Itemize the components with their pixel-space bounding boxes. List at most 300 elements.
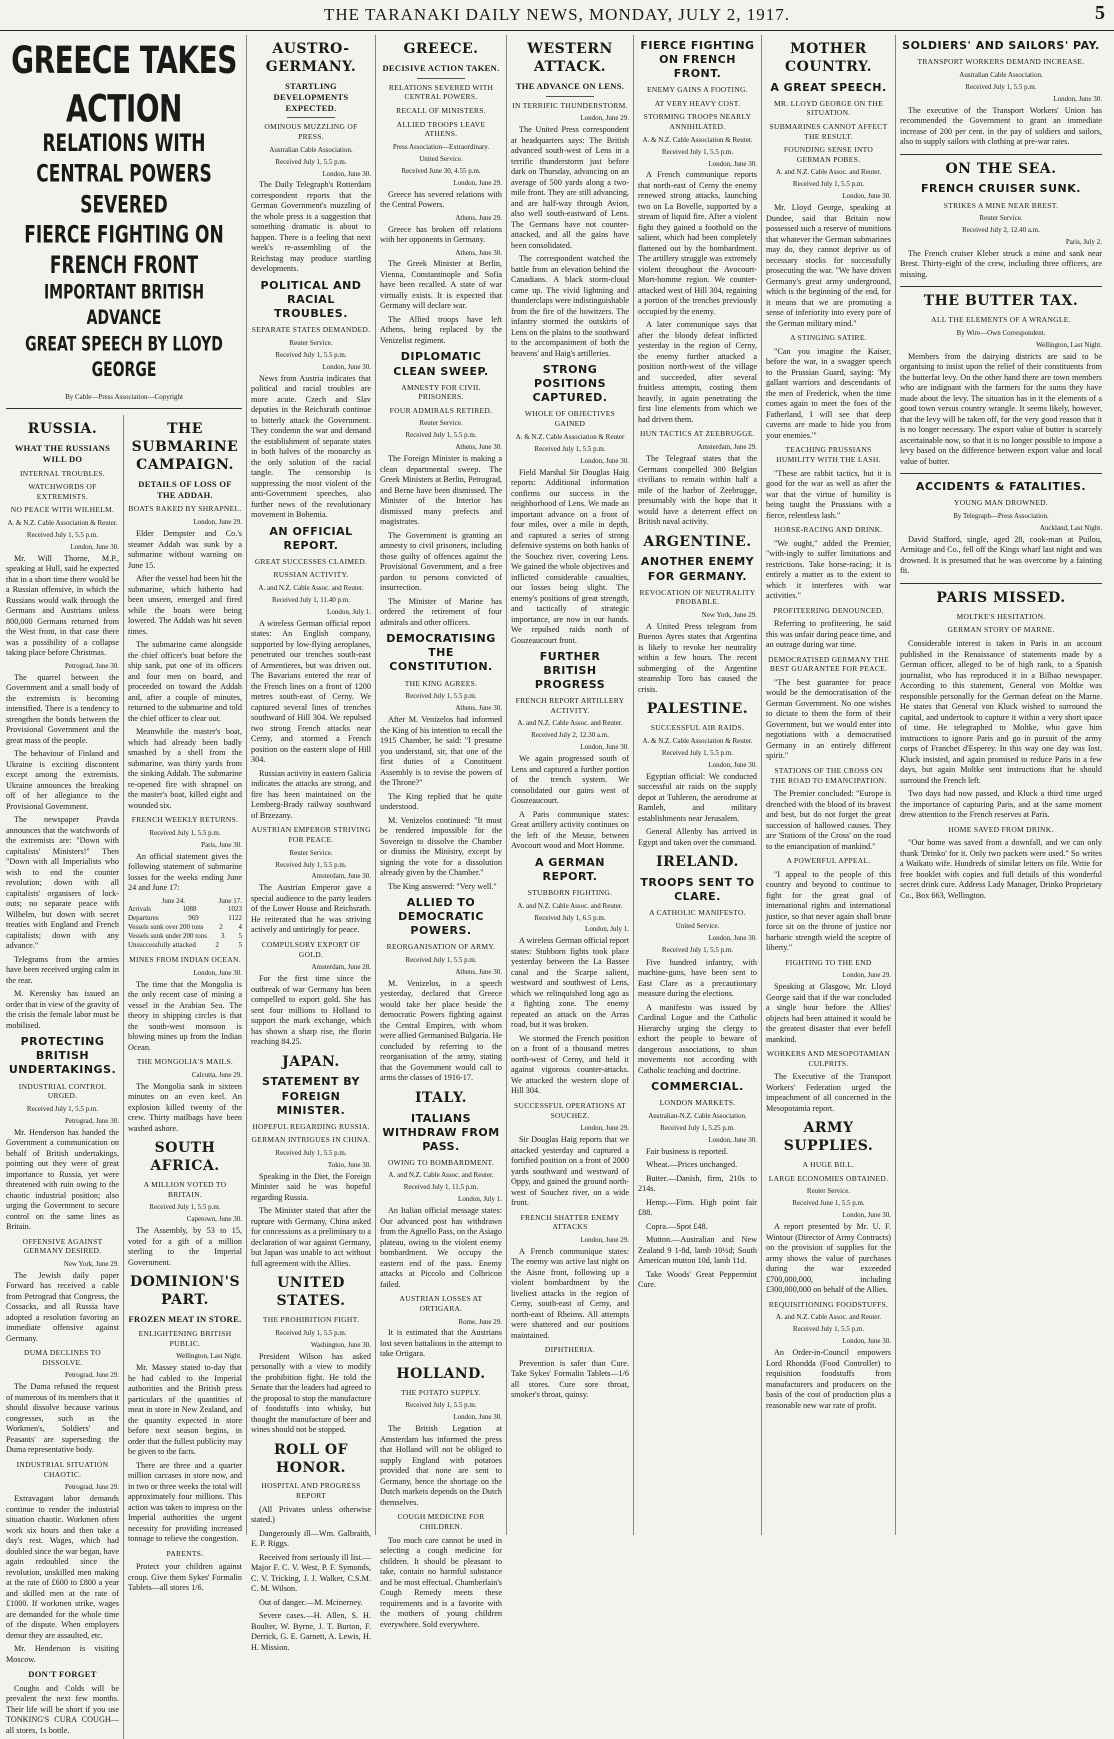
paragraph: A French communique reports that north-east of Cerny the enemy renewed strong attacks, launching two on La Bovelle, supported by a stream of liquid fire. After a violent fight they gained a foothold on the salient, which had been completely flattened out by the bombardment. The artillery struggle was extremely violent throughout the Avocourt-Mort-homme region. We counter-attacked west of Hill 304, regaining a portion of the trenches previously occupied by the enemy. xyxy=(638,170,757,316)
headline-fierce-fighting: FIERCE FIGHTING ON FRENCH FRONT xyxy=(24,221,224,280)
paragraph: The Government is granting an amnesty to civil prisoners, including those guilty of offences against the Provisional Government, and a free pardon to persons convicted of insurrection. xyxy=(380,530,502,593)
deck: FIGHTING TO THE END xyxy=(785,957,872,967)
paragraph: A wireless German official report states: An English company, supported by low-flying aeroplanes, penetrated our trenches south-east of Armentieres, but was driven out. The Bavarians entered the rear of the French lines on a front of 1200 metres south-east of Cerny. We captured several lines of trenches southward of Hill 304. We repulsed two strong French attacks near Cerny, and stormed a French position on the eastern slope of Hill 304. xyxy=(251,618,371,765)
paragraph: (All Privates unless otherwise stated.) xyxy=(251,1504,371,1525)
dateline: London, June 30. xyxy=(322,362,371,371)
deck: REORGANISATION OF ARMY. xyxy=(386,942,496,952)
paragraph: The King answered: "Very well." xyxy=(388,881,497,891)
section-title: ON THE SEA. xyxy=(945,160,1057,177)
credit: Reuter Service. xyxy=(979,214,1023,223)
paragraph: "We ought," added the Premier, "with-ingly to suffer limitations and restrictions. Take horse-racing; it is entirely a matter as to the extent to which it interferes with war activities." xyxy=(766,538,891,601)
dateline: Athens, June 30. xyxy=(455,967,502,976)
deck: MOLTKE'S HESITATION. xyxy=(956,611,1046,621)
paragraph: An official statement gives the following statement of submarine losses for the weeks ending June 24 and June 17: xyxy=(128,851,242,892)
paragraph: Five hundred infantry, with machine-guns, have been sent to East Clare as a precautionary measure during the elections. xyxy=(638,957,757,999)
deck: A HUGE BILL. xyxy=(802,1160,855,1170)
paragraph: David Stafford, single, aged 28, cook-man at Puilou, Armitage and Co., fell off the Kings wharf last night and was drowned. It is presumed that he was overcome by a fainting fit. xyxy=(900,534,1102,576)
paragraph: A report presented by Mr. U. F. Wintour (Director of Army Contracts) on the provision of supplies for the army shows the value of purchases during the war exceeded £700,000,000, including £300,000,000 on behalf of the Allies. xyxy=(766,1222,891,1295)
paragraph: Copra.—Spot £48. xyxy=(646,1221,708,1231)
deck: OWING TO BOMBARDMENT. xyxy=(387,1157,495,1167)
deck: STUBBORN FIGHTING. xyxy=(527,887,613,897)
paragraph: Mr. Henderson is visiting Moscow. xyxy=(6,1644,119,1664)
paragraph: The submarine came alongside the chief officer's boat before the ship sank, put one of its officers and four men on board, and proceeded on toward the Addah and, after a couple of minutes, returned to the submarine and told the chief officer to clear out. xyxy=(128,640,242,723)
credit: A. & N.Z. Cable Association & Reuter xyxy=(515,432,625,441)
deck: SUBMARINES CANNOT AFFECT THE RESULT. xyxy=(769,122,888,141)
received: Received July 2, 12.40 a.m. xyxy=(962,226,1040,235)
dateline: Athens, June 30. xyxy=(455,704,502,713)
paragraph: "I appeal to the people of this country and beyond to continue to fight for the great goal of international rights and international justice, so that never again shall brute force sit on the throne of justice nor barbaric strength wield the sceptre of liberty." xyxy=(766,869,891,953)
dateline: Paris, July 2. xyxy=(1065,238,1102,247)
advert-text: "Our home was saved from a downfall, and we can only thank 'Drinko' for it. Only two packets were used." So writes a Waikato wife. Hundreds of similar letters on file. Write for free booklet with copies and full details of this wonderful secret drink cure. Address Lady Manager, Drinko Proprietary Co., Box 663, Wellington. xyxy=(900,838,1102,900)
deck: LARGE ECONOMIES OBTAINED. xyxy=(768,1173,889,1183)
deck: WHOLE OF OBJECTIVES GAINED xyxy=(524,409,616,429)
received: Received July 1, 5.25 p.m. xyxy=(660,1123,735,1132)
received: Received July 1, 5.5 p.m. xyxy=(534,444,606,453)
advert-text: Too much care cannot be used in selecting a cough medicine for children. It should be pleasant to take, contain no harmful substance and be most effectual. Chamberlain's Cough Remedy meets these requirements and is a favorite with the mothers of young children everywhere. Sold everywhere. xyxy=(380,1535,502,1629)
page-number: 5 xyxy=(1095,2,1106,24)
submarine-returns-table xyxy=(128,897,242,951)
deck: MR. LLOYD GEORGE ON THE SITUATION. xyxy=(773,98,884,118)
section-title: UNITED STATES. xyxy=(276,1275,346,1310)
paragraph: The French cruiser Kleber struck a mine and sank near Brest. Thirty-eight of the crew, including three officers, are missing. xyxy=(900,248,1102,279)
paragraph: Wheat.—Prices unchanged. xyxy=(646,1160,738,1170)
deck: FOUNDING SENSE INTO GERMAN POBES. xyxy=(783,145,874,164)
section-title: A GREAT SPEECH. xyxy=(770,80,887,94)
dateline: Athens, June 30. xyxy=(455,248,502,257)
deck: FRENCH WEEKLY RETURNS. xyxy=(131,815,239,824)
paragraph: The Minister stated that after the rupture with Germany, China asked for concessions as a preliminary to a declaration of war against Germany, but Japan was unable to act without full agreement with the Allies. xyxy=(251,1206,371,1268)
received: Received July 1, 5.5 p.m. xyxy=(792,1325,865,1334)
credit: United Service. xyxy=(419,154,463,163)
section-title: ROLL OF HONOR. xyxy=(273,1441,349,1476)
section-title: ARMY SUPPLIES. xyxy=(783,1120,874,1155)
deck: AMNESTY FOR CIVIL PRISONERS. xyxy=(401,382,481,402)
section-title: IRELAND. xyxy=(656,854,739,871)
received: Received July 2, 12.30 a.m. xyxy=(531,731,609,740)
section-title: DIPLOMATIC CLEAN SWEEP. xyxy=(393,350,489,378)
paragraph: Mr. Henderson has handed the Government a communication on behalf of British undertakings, pointing out they were of great importance to Russia, yet were threatened with ruin owing to the chaotic industrial position; also urging the Government to secure control on the same lines as Britain. xyxy=(6,1127,119,1232)
paragraph: The Executive of the Transport Workers' Federation urged the impeachment of all concerned in the Mesopotamia report. xyxy=(766,1072,891,1113)
section-title: ACCIDENTS & FATALITIES. xyxy=(915,480,1087,494)
divider xyxy=(287,117,335,118)
section-title: PARIS MISSED. xyxy=(936,589,1066,606)
paragraph: Egyptian official: We conducted successful air raids on the supply depot at Tuhleren, the aerodrome at Ramleh, and military establishments near Jerusalem. xyxy=(638,771,757,823)
credit: Reuter Service. xyxy=(806,1187,851,1196)
received: Received July 1, 5.5 p.m. xyxy=(661,147,734,156)
dateline: Petrograd, June 29. xyxy=(64,1483,119,1492)
credit: United Service. xyxy=(675,921,720,930)
deck: GERMAN STORY OF MARNE. xyxy=(947,625,1055,635)
paragraph: The King replied that he quite understood. xyxy=(380,791,502,811)
dateline: London, June 30. xyxy=(322,169,371,178)
deck: ENLIGHTENING BRITISH PUBLIC. xyxy=(138,1328,232,1348)
deck: FROZEN MEAT IN STORE. xyxy=(128,1314,242,1325)
deck: FRENCH SHATTER ENEMY ATTACKS xyxy=(520,1212,620,1232)
headline-british-advance: IMPORTANT BRITISH ADVANCE xyxy=(43,282,205,330)
paragraph: An Order-in-Council empowers Lord Rhondda (Food Controller) to requisition foodstuffs from manufacturers and producers on the basis of the cost of production plus a reasonable new war rate of profit. xyxy=(766,1348,891,1410)
paragraph: Meanwhile the master's boat, which had already been badly smashed by a shell from the submarine, was thirty yards from the sinking Addah. The submarine re-opened fire with shrapnel on the master's boat, killed eight and wounded six. xyxy=(128,727,242,810)
deck: DUMA DECLINES TO DISSOLVE. xyxy=(23,1348,102,1367)
dateline: London, June 30. xyxy=(842,192,891,201)
paragraph: The Greek Minister at Berlin, Vienna, Constantinople and Sofia have been recalled. A state of war virtually exists. It is expected that Germany will declare war. xyxy=(380,259,502,311)
paragraph: Mr. Lloyd George, speaking at Dundee, said that Britain now possessed such a reserve of munitions that whatever the German submarines may do, they cannot deprive us of necessary stocks for successfully prosecuting the war. "We have driven Germany's great army underground, which is the beginning of the end, for it means that we are promoting a sense of inferiority into every pore of the German military mind." xyxy=(766,203,891,328)
deck: INTERNAL TROUBLES. xyxy=(20,468,105,478)
divider xyxy=(900,154,1102,155)
paragraph: Sir Douglas Haig reports that we attacked yesterday and captured a fortified position on a front of 2000 yards southward and westward of Oppy, and gained the ground north-west of Souchez river, on a wide front. xyxy=(511,1135,629,1208)
section-title: STATEMENT BY FOREIGN MINISTER. xyxy=(262,1075,360,1117)
dateline: London, June 30. xyxy=(193,968,242,977)
credit: Reuter Service. xyxy=(289,848,333,857)
dateline: Amsterdam, June 28. xyxy=(311,963,371,972)
paragraph: Fair business is reported. xyxy=(646,1146,728,1156)
section-title: GREECE. xyxy=(403,41,479,57)
deck: DEMOCRATISED GERMANY THE BEST GUARANTEE FOR PEACE. xyxy=(768,654,889,674)
dateline: Wellington, Last Night. xyxy=(1036,340,1102,349)
deck: OMINOUS MUZZLING OF PRESS. xyxy=(264,122,358,142)
paragraph: The executive of the Transport Workers' Union has recommended the Government to grant an immediate increase of 200 per cent. in the pay of soldiers and sailors, also to supply sailors with clothing at pre-war rates. xyxy=(900,105,1102,147)
section-title: FIERCE FIGHTING ON FRENCH FRONT. xyxy=(640,39,755,81)
credit: A. & N.Z. Cable Association & Reuter. xyxy=(642,135,753,144)
credit: A. & N.Z. Cable Association & Reuter. xyxy=(7,519,118,528)
deck: RECALL OF MINISTERS. xyxy=(396,105,486,115)
received: Received July 1, 5.5 p.m. xyxy=(275,350,347,359)
received: Received July 1, 5.5 p.m. xyxy=(275,1328,347,1337)
dateline: Rome, June 29. xyxy=(458,1317,502,1326)
paragraph: After the vessel had been hit the submarine, which hitherto had been unseen, emerged and fired while the boats were being lowered. The Addah was hit seven times. xyxy=(128,574,242,636)
deck: REVOCATION OF NEUTRALITY PROBABLE. xyxy=(639,587,756,607)
deck: A CATHOLIC MANIFESTO. xyxy=(649,908,746,918)
received: Received July 1, 5.5 p.m. xyxy=(661,748,734,757)
paragraph: The Daily Telegraph's Rotterdam correspondent reports that the German Government's muzzling of the whole press is a suggestion that something dramatic is about to happen. There is a feeling that next week's re-assembling of the Reichstag may produce startling developments. xyxy=(251,180,371,274)
credit: A. and N.Z. Cable Assoc. and Reuter. xyxy=(517,901,623,910)
paragraph: Elder Dempster and Co.'s steamer Addah was sunk by a submarine without warning on June 15. xyxy=(128,529,242,570)
received: Received July 1, 5.5 p.m. xyxy=(661,945,734,954)
deck: THE PROHIBITION FIGHT. xyxy=(262,1315,360,1325)
dateline: London, June 30. xyxy=(708,1135,757,1144)
paragraph: The Premier concluded: "Europe is drenched with the blood of its bravest and best, but do not forget the great succession of hallowed causes. They are 'Stations of the Cross' on the road to the emancipation of mankind." xyxy=(766,789,891,851)
deck: IN TERRIFIC THUNDERSTORM. xyxy=(512,100,628,110)
deck: REQUISITIONING FOODSTUFFS. xyxy=(768,1299,889,1309)
paragraph: Greece has broken off relations with her opponents in Germany. xyxy=(380,224,502,245)
deck: STRIKES A MINE NEAR BREST. xyxy=(943,200,1059,210)
column-5 xyxy=(634,35,762,1535)
column-6 xyxy=(762,35,896,1535)
received: Received July 1, 5.5 p.m. xyxy=(792,180,865,189)
table-row: Vessels sunk under 200 tons 3 5 xyxy=(128,932,242,941)
deck: OFFENSIVE AGAINST GERMANY DESIRED. xyxy=(22,1236,103,1256)
paragraph: The Telegraaf states that the Germans compelled 300 Belgian civilians to remain within half a mile of the harbor of Zeebrugge, presumably with the hope that it would have a deterrent effect on British naval activity. xyxy=(638,454,757,527)
dateline: Athens, June 30. xyxy=(455,443,502,452)
section-title: SOLDIERS' AND SAILORS' PAY. xyxy=(902,39,1100,52)
deck: A MILLION VOTED TO BRITAIN. xyxy=(143,1180,227,1199)
paragraph: Mr. Massey stated to-day that he had cabled to the Imperial authorities and the British press particulars of the quantities of meat in store in New Zealand, and the quantity expected in store before next season begins, in order that the fullest publicity may be given to the facts. xyxy=(128,1363,242,1457)
deck: COMPULSORY EXPORT OF GOLD. xyxy=(261,939,361,959)
subcolumn-submarine xyxy=(124,415,242,1739)
paragraph: There are three and a quarter million carcases in store now, and in two or three weeks the total will approximately four millions. This action was taken to impress on the Imperial authorities the urgent necessity for providing increased tonnage to relieve the congestion. xyxy=(128,1460,242,1544)
deck: ALL THE ELEMENTS OF A WRANGLE. xyxy=(931,315,1071,325)
paragraph: We again progressed south of Lens and captured a further portion of the trench system. We consolidated our gains west of Gouzeaucourt. xyxy=(511,754,629,806)
dateline: London, June 30. xyxy=(580,743,629,752)
dateline: Amsterdam, June 30. xyxy=(311,872,371,881)
credit: Reuter Service. xyxy=(289,338,333,347)
paragraph: A manifesto was issued by Cardinal Logue and the Catholic Hierarchy urging the clergy to exhort the people to beware of dangerous associations, to shun movements not according with Catholic teaching and doctrine. xyxy=(638,1002,757,1075)
masthead-title: THE TARANAKI DAILY NEWS, MONDAY, JULY 2, 1917. xyxy=(323,5,791,24)
deck: GREAT SUCCESSES CLAIMED. xyxy=(254,556,368,566)
deck: HOPEFUL REGARDING RUSSIA. xyxy=(252,1121,370,1131)
paragraph: A United Press telegram from Buenos Ayres states that Argentina is likely to revoke her neutrality within a few hours. The recent submerging of the Argentine steamship Toro has caused the crisis. xyxy=(638,621,757,694)
paragraph: Butter.—Danish, firm, 210s to 214s. xyxy=(638,1173,757,1194)
section-title: DOMINION'S PART. xyxy=(129,1274,241,1309)
deck: AT VERY HEAVY COST. xyxy=(654,98,741,108)
deck: SUCCESSFUL OPERATIONS AT SOUCHEZ. xyxy=(514,1100,626,1120)
paragraph: "The best guarantee for peace would be the democratisation of the German Government. No one wishes to dictate to them the form of their Government, but we would enter into negotiations with a democratised Germany in an entirely different spirit." xyxy=(766,677,891,761)
paragraph: The quarrel between the Government and a small body of the extremists is becoming intensified. There is a tendency to strengthen the bonds between the Provisional Government and the great mass of the people. xyxy=(6,672,119,745)
dateline: Calcutta, June 29. xyxy=(191,1070,242,1079)
paragraph: Considerable interest is taken in Paris in an account published in the Renaissance of statements made by a German officer, alleged to be of high rank, to a Spanish journalist, who has reproduced it in a Bilbao newspaper. According to this statement, General von Moltke was responsible personally for the German defeat on the Marne. He states that General von Kluck wished to surround the capital, and undertook to capture it within a very short space of time. He telegraphed to Moltke, who gave him instructions to ignore Paris and go in pursuit of the army corps of Franchet d'Esperey. In this way one day was lost. Kluck insisted, and again promised to reduce Paris in a few days, but again Moltke sent instructions that he should surround the French left. xyxy=(900,639,1102,785)
deck: FOUR ADMIRALS RETIRED. xyxy=(389,405,493,415)
credit: Australian-N.Z. Cable Association. xyxy=(648,1111,747,1120)
dateline: London, June 29. xyxy=(453,178,502,187)
deck: A STINGING SATIRE. xyxy=(790,333,867,343)
section-title: ARGENTINE. xyxy=(643,533,752,550)
paragraph: We stormed the French position on a front of a thousand metres north-west of Cerny, and held it against vigorous counter-attacks. We attacked the western slope of Hill 304. xyxy=(511,1033,629,1096)
received: Received June 1, 5.5 p.m. xyxy=(792,1199,865,1208)
column-3 xyxy=(376,35,507,1629)
deck: A POWERFUL APPEAL. xyxy=(786,856,871,866)
deck: WORKERS AND MESOPOTAMIAN CULPRITS. xyxy=(766,1049,891,1068)
received: Received July 1, 11.40 p.m. xyxy=(272,595,350,604)
deck: LONDON MARKETS. xyxy=(659,1098,736,1108)
section-title: RUSSIA. xyxy=(27,420,98,437)
dateline: London, June 30. xyxy=(842,1337,891,1346)
deck: BOATS RAKED BY SHRAPNEL. xyxy=(128,504,242,514)
received: Received July 1, 5.5 p.m. xyxy=(275,157,347,166)
received: Received July 1, 6.5 p.m. xyxy=(534,913,606,922)
deck: DECISIVE ACTION TAKEN. xyxy=(382,62,500,73)
columns xyxy=(0,31,1114,1735)
paragraph: After M. Venizelos had informed the King of his intention to recall the 1915 Chamber, he said: "I presume you understand, sir, that one of the first duties of a Constituent Assembly is to revise the powers of the Throne?" xyxy=(380,715,502,787)
dateline: London, June 30. xyxy=(708,760,757,769)
paragraph: News from Austria indicates that political and racial troubles are more acute. Czech and Slav deputies in the Reichsrath continue to bitterly attack the Government. They condemn the war and demand the establishment of separate states in both halves of the monarchy as the only solution of the racial tangle. The censorship is suppressing the most violent of the anti-Government speeches, also further news of the revolutionary movement in Bohemia. xyxy=(251,373,371,520)
received: Received July 1, 5.5 p.m. xyxy=(26,1104,99,1113)
divider xyxy=(900,473,1102,474)
section-title: AN OFFICIAL REPORT. xyxy=(269,524,353,552)
section-title: ALLIED TO DEMOCRATIC POWERS. xyxy=(398,896,484,938)
masthead xyxy=(0,0,1114,31)
headline-relations: RELATIONS WITH CENTRAL POWERS SEVERED xyxy=(36,129,212,219)
credit: A. and N.Z. Cable Assoc. and Reuter. xyxy=(517,719,623,728)
dateline: Wellington, Last Night. xyxy=(176,1352,242,1361)
table-row: June 24. June 17. xyxy=(161,896,242,905)
section-title: PROTECTING BRITISH UNDERTAKINGS. xyxy=(8,1035,117,1077)
deck: AUSTRIAN LOSSES AT ORTIGARA. xyxy=(399,1294,483,1313)
credit: A. and N.Z. Cable Assoc. and Reuter. xyxy=(775,1313,882,1322)
paragraph: The Jewish daily paper Forward has received a cable from Petrograd that Congress, the Cossacks, and all Russia have adopted a resolution favoring an immediate offensive against Germany. xyxy=(6,1270,119,1343)
paragraph: General Allenby has arrived in Egypt and taken over the command. xyxy=(638,827,757,847)
paragraph: Out of danger.—M. Mcinerney. xyxy=(259,1597,363,1607)
divider xyxy=(900,583,1102,584)
advert-title: COUGH MEDICINE FOR CHILDREN. xyxy=(397,1512,485,1531)
deck: HOSPITAL AND PROGRESS REPORT xyxy=(261,1481,361,1501)
column-4 xyxy=(507,35,634,1535)
dateline: London, June 29. xyxy=(580,1235,629,1244)
deck: THE ADVANCE ON LENS. xyxy=(515,80,625,91)
dateline: Petrograd, June 30. xyxy=(64,661,119,670)
deck: NO PEACE WITH WILHELM. xyxy=(10,505,115,515)
table-row: Departures 969 1122 xyxy=(128,914,242,923)
dateline: London, July 1. xyxy=(327,607,371,616)
paragraph: "Can you imagine the Kaiser, before the war, in a swagger speech to the Prussian Guard, saying: 'My gallant warriors and descendants of the men of Frederick, when the time comes again to meet the foes of the Fatherland, I will see that deep caverns are made to hide you from your enemies.'" xyxy=(766,346,891,440)
dateline: London, June 30. xyxy=(70,542,119,551)
subcolumns xyxy=(6,415,242,1739)
paragraph: The United Press correspondent at headquarters says: The British advanced south-west of Lens in a terrific thunderstorm just before dark on Thursday, advancing on an average of 500 yards along a two-mile front. They are still advancing, and are half-way through Avion, also well south-eastward of Lens. The Germans have not counter-attacked, and all the gains have been consolidated. xyxy=(511,125,629,250)
deck: TRANSPORT WORKERS DEMAND INCREASE. xyxy=(917,57,1085,67)
dateline: London, June 29. xyxy=(193,518,242,527)
deck: FRENCH REPORT ARTILLERY ACTIVITY. xyxy=(515,696,625,715)
section-title: WESTERN ATTACK. xyxy=(527,41,613,75)
column-2 xyxy=(247,35,376,1652)
received: Received July 1, 5.5 p.m. xyxy=(405,692,477,701)
credit: By Wire—Own Correspondent. xyxy=(956,328,1046,337)
paragraph: A wireless German official report states: Stubborn fights took place yesterday between the La Bassee canal and the Scarpe salient, westward and southwest of Lens, which we relinquished long ago as a fighting zone. The enemy repeated an attack on the Arras road, but it was broken. xyxy=(511,936,629,1030)
deck: STARTLING DEVELOPMENTS EXPECTED. xyxy=(273,80,349,113)
received: Received June 30, 4.55 p.m. xyxy=(401,166,481,175)
dateline: London, June 30. xyxy=(708,933,757,942)
received: Received July 1, 5.5 p.m. xyxy=(275,860,347,869)
deck: HUN TACTICS AT ZEEBRUGGE. xyxy=(640,429,755,439)
deck: INDUSTRIAL SITUATION CHAOTIC. xyxy=(16,1459,109,1479)
deck: GERMAN INTRIGUES IN CHINA. xyxy=(251,1135,371,1145)
paragraph: Mr. Will Thorne, M.P., speaking at Hull, said he expected that in a short time there would be a Russian offensive, in which the Russians would walk through the Germans and Austrians unless 800,000 Germans returned from the West front, in that case there was a possibility of a collapse taking place before Christmas. xyxy=(6,553,119,658)
byline: By Cable—Press Association—Copyright xyxy=(65,393,183,402)
dateline: Amsterdam, June 29. xyxy=(697,443,757,452)
paragraph: Hemp.—Firm. High point fair £88. xyxy=(638,1197,757,1218)
dateline: New York, June 29. xyxy=(701,610,757,619)
main-headline: GREECE TAKES ACTION xyxy=(11,37,237,131)
paragraph: A Paris communique states: Great artillery activity continues on the left of the Meuse, between Avocourt wood and Mort Homme. xyxy=(511,809,629,851)
paragraph: A later communique says that after the bloody defeat inflicted yesterday in the region of Cerny, the enemy further attacked a position north-west of the village and succeeded, after several fruitless attempts, costing them heavily, in again penetrating the first line elements from which we had driven them. xyxy=(638,320,757,424)
section-title: AUSTRO-GERMANY. xyxy=(265,41,357,75)
credit: Australian Cable Association. xyxy=(269,145,353,154)
paragraph: Field Marshal Sir Douglas Haig reports: Additional information confirms our success in the neighborhood of Lens. We made an important advance on a front of four miles, over a mile in depth, and captured a series of strong defensive systems on both banks of the Souchez river, covering Lens. We gained the whole objectives and inflicted considerable casualties, our losses being slight. The enemy's positions of great strength, and tactically of strategic importance, are now in our hands. We repulsed raids north of Gouzeaucourt front. xyxy=(511,467,629,645)
paragraph: Referring to profiteering, he said this was unfair during peace time, and an outrage during war time. xyxy=(766,619,891,650)
paragraph: Russian activity in eastern Galicia indicates the attacks are strong, and fire has been maintained on the Lemberg-Brady railway southward of Brzezany. xyxy=(251,768,371,820)
paragraph: Greece has severed relations with the Central Powers. xyxy=(380,189,502,210)
section-title: THE BUTTER TAX. xyxy=(923,293,1079,310)
paragraph: M. Kerensky has issued an order that in view of the gravity of the crisis the female labor must be mobilised. xyxy=(6,989,119,1030)
received: Received July 1, 5.5 p.m. xyxy=(405,1401,477,1410)
dateline: London, June 30. xyxy=(842,1211,891,1220)
paragraph: Speaking in the Diet, the Foreign Minister said he was hopeful regarding Russia. xyxy=(251,1171,371,1202)
deck: RELATIONS SEVERED WITH CENTRAL POWERS. xyxy=(388,82,494,102)
deck: ALLIED TROOPS LEAVE ATHENS. xyxy=(396,119,486,139)
paragraph: Extravagant labor demands continue to render the industrial situation chaotic. Workmen often work six hours and then take a day's rest. Wages, which had doubled since the war began, have again redoubled since the revolution, unskilled men making at the rate of £600 to £800 a year and skilled men at the rate of £1000. If workmen strike, wages are demanded for the whole time of the dispute. When employers demur they are assaulted, etc. xyxy=(6,1494,119,1640)
credit: Reuter Service. xyxy=(419,419,463,428)
dateline: London, June 30. xyxy=(453,1413,502,1422)
section-title: MOTHER COUNTRY. xyxy=(784,41,873,75)
advert-title: DIPHTHERIA. xyxy=(544,1345,596,1355)
received: Received July 1, 5.5 p.m. xyxy=(149,1203,221,1212)
paragraph: M. Venizelos, in a speech yesterday, declared that Greece would take her place beside the democratic Powers fighting against the Central Empires, with whom were allied Germanised Bulgaria. He concluded by referring to the reorganisation of the army, stating that the Government would call to arms the classes of 1916-17. xyxy=(380,978,502,1083)
section-title: COMMERCIAL. xyxy=(651,1080,744,1094)
paragraph: The Mongolia sank in sixteen minutes on an even keel. An explosion killed twenty of the crew. Thirty mailbags have been washed ashore. xyxy=(128,1081,242,1133)
deck: SEPARATE STATES DEMANDED. xyxy=(251,325,371,335)
paragraph: The British Legation at Amsterdam has informed the press that Holland will not be obliged to supply England with potatoes provided that none are sent to Germany, hence the shortage on the Dutch markets depends on the Dutch themselves. xyxy=(380,1424,502,1507)
paragraph: Speaking at Glasgow, Mr. Lloyd George said that if the war concluded a single hour before the Allies' objects had been attained it would be the greatest disaster that ever befell mankind. xyxy=(766,982,891,1044)
deck: DETAILS OF LOSS OF THE ADDAH. xyxy=(138,478,232,500)
paragraph: The correspondent watched the battle from an elevation behind the Canadians. A black storm-cloud came up. The vivid lightning and thunderclaps were indistinguishable from the fire of the howitzers. The infantry stormed the outskirts of Lens on the plains to the southward to the accompaniment of both the heavens' and Haig's artilleries. xyxy=(511,254,629,358)
paragraph: For the first time since the outbreak of war Germany has been compelled to export gold. She has sent four millions to Holland to support the mark exchange, which has shown a sharp rise, the florin reaching 84.25. xyxy=(251,974,371,1047)
received: Received July 1, 5.5 p.m. xyxy=(26,530,99,539)
divider xyxy=(546,96,593,97)
credit: A. and N.Z. Cable Assoc. and Reuter. xyxy=(775,168,882,177)
section-title: A GERMAN REPORT. xyxy=(534,855,606,883)
paragraph: A French communique states: The enemy was active last night on the Aisne front, following up a violent bombardment by the liveliest attacks in the region of Cerny, south-east of Cerny, and north-east of Rheims. All attempts were shattered and our positions maintained. xyxy=(511,1246,629,1340)
dateline: Washington, June 30. xyxy=(310,1340,371,1349)
deck: HORSE-RACING AND DRINK. xyxy=(774,525,883,535)
paragraph: The Assembly, by 53 to 15, voted for a gift of a million sterling to the Imperial Government. xyxy=(128,1226,242,1267)
deck: STORMING TROOPS NEARLY ANNIHILATED. xyxy=(643,112,752,132)
dateline: Paris, June 30. xyxy=(201,840,242,849)
paragraph: The Foreign Minister is making a clean departmental sweep. The Greek Ministers at Berlin, Petrograd, and Berne have been dismissed. The Minister of the Interior has dismissed many prefects and magistrates. xyxy=(380,454,502,527)
advert-text: Take Woods' Great Peppermint Cure. xyxy=(638,1269,757,1290)
credit: A. and N.Z. Cable Assoc. and Reuter. xyxy=(258,584,364,593)
column-7 xyxy=(896,35,1106,1535)
credit: By Telegraph—Press Association. xyxy=(953,512,1049,521)
deck: SUCCESSFUL AIR RAIDS. xyxy=(650,723,745,733)
section-title: ITALY. xyxy=(414,1089,468,1106)
dateline: London, July 1. xyxy=(585,925,629,934)
dateline: London, July 1. xyxy=(458,1195,502,1204)
section-title: FRENCH CRUISER SUNK. xyxy=(921,182,1081,196)
table-row: Vessels sunk over 200 tons 2 4 xyxy=(128,923,242,932)
deck: AUSTRIAN EMPEROR STRIVING FOR PEACE. xyxy=(251,825,371,844)
dateline: London, June 29. xyxy=(580,1124,629,1133)
table-row: Unsuccessfully attacked 2 5 xyxy=(128,941,242,950)
dateline: Athens, June 29. xyxy=(455,213,502,222)
credit: A. and N.Z. Cable Assoc. and Reuter. xyxy=(388,1171,494,1180)
received: Received July 1, 5.5 p.m. xyxy=(149,828,221,837)
paragraph: The behaviour of Finland and Ukraine is exciting discontent except among the extremists. Ukraine announces the breaking off of her allegiance to the Provisional Government. xyxy=(6,749,119,811)
deck: THE MONGOLIA'S MAILS. xyxy=(136,1057,234,1067)
paragraph: It is estimated that the Austrians lost seven battalions in the attempt to take Ortigara. xyxy=(380,1328,502,1359)
divider xyxy=(417,78,466,79)
dateline: Petrograd, June 30. xyxy=(64,1116,119,1125)
paragraph: Members from the dairying districts are said to be organising to insist upon the relief of their constituents from the butterfat levy. On the other hand there are town members who are indignant with the farmers for the sums they have made about the levy. The situation has in it the elements of a good town versus country wrangle. It seems likely, however, that the levy will be taken off, for the very good reason that it is no longer necessary. The export value of butter is scarcely ascertainable now, so that it is no longer possible to impose a levy based on the difference between export value and local value of butter. xyxy=(900,351,1102,466)
paragraph: Received from seriously ill list.—Major F. C. V. West, P. F. Symonds, C. V. Tricking, J. J. Walker, C.S.M. C. M. Wilson. xyxy=(251,1552,371,1594)
section-title: ITALIANS WITHDRAW FROM PASS. xyxy=(382,1111,500,1153)
section-title: ANOTHER ENEMY FOR GERMANY. xyxy=(640,555,755,583)
deck: PROFITEERING DENOUNCED. xyxy=(773,605,884,615)
paragraph: The Allied troops have left Athens, being replaced by the Venizelist regiment. xyxy=(380,314,502,345)
table-row: Arrivals 1088 1023 xyxy=(128,905,242,914)
received: Received July 1, 5.5 p.m. xyxy=(405,431,477,440)
section-title: DEMOCRATISING THE CONSTITUTION. xyxy=(386,632,496,674)
dateline: Capetown, June 30. xyxy=(186,1215,242,1224)
deck: INDUSTRIAL CONTROL URGED. xyxy=(18,1081,107,1101)
paragraph: Severe cases.—H. Allen, S. H. Boulter, W. Byrne, J. T. Burton, F. Derrick, G. E. Garnett, A. Lewis, H. H. Mission. xyxy=(251,1611,371,1652)
deck: TEACHING PRUSSIANS HUMILITY WITH THE LASH. xyxy=(776,445,881,464)
section-title: THE SUBMARINE CAMPAIGN. xyxy=(131,420,239,473)
paragraph: M. Venizelos continued: "It must be rendered impossible for the Sovereign to dissolve the Chamber or dismiss the Ministry, except by signing the vote for a dissolution already given by the Chamber." xyxy=(380,815,502,877)
deck: WHAT THE RUSSIANS WILL DO xyxy=(14,442,111,464)
deck: WATCHWORDS OF EXTREMISTS. xyxy=(28,482,97,501)
section-title: FURTHER BRITISH PROGRESS xyxy=(534,650,606,692)
received: Received July 1, 5.5 p.m. xyxy=(965,82,1037,91)
section-title: SOUTH AFRICA. xyxy=(150,1140,220,1175)
paragraph: Telegrams from the armies have been received urging calm in the rear. xyxy=(6,954,119,985)
divider xyxy=(900,286,1102,287)
